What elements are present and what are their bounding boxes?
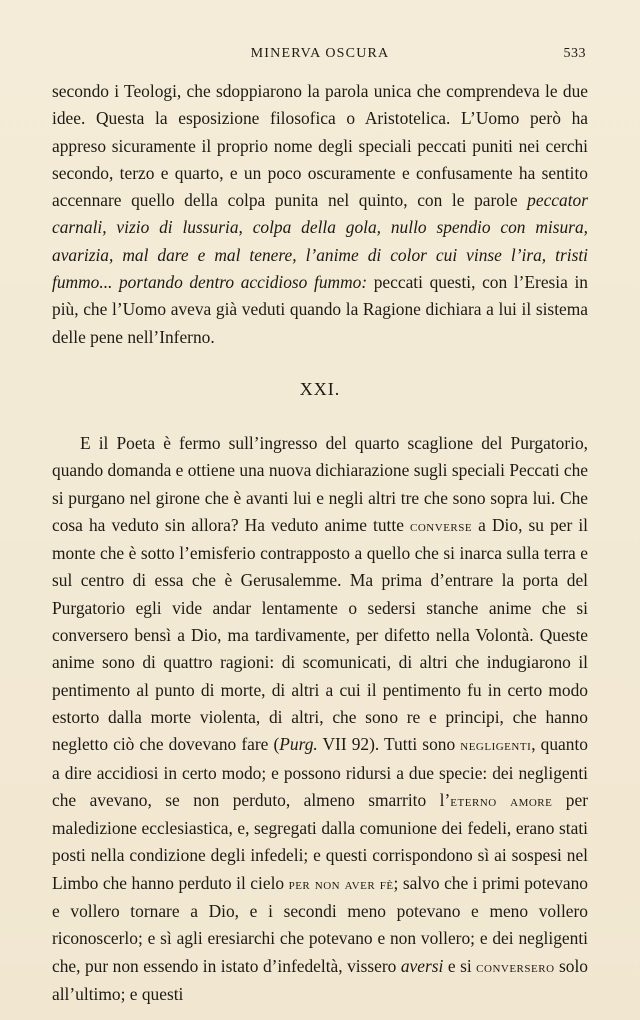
paragraph-2 [52, 430, 588, 1008]
text-run: E il Poeta è fermo sull’ingresso del quarto scaglione del Purgatorio, quando domanda e ottiene una nuova dichiarazione sugli speciali Peccati che si purgano nel girone che è avanti lui e negli altri tre che sono sopra lui. Che cosa ha veduto sin allora? Ha veduto anime tutte [52, 432, 589, 535]
section-heading: XXI. [299, 378, 341, 399]
small-caps-term: eterno amore [450, 792, 553, 810]
text-run: per maledizione ecclesiastica, e, segregati dalla comunione dei fedeli, erano stati posti nella condizione degli infedeli; e questi corrispondono sì ai sospesi nel Limbo che hanno perduto il cielo [52, 789, 588, 893]
text-run: secondo i Teologi, che sdoppiarono la parola unica che comprendeva le due idee. Questa la esposizione filosofica o Aristotelica. L’Uomo però ha appreso sicuramente il proprio nome degli speciali peccati puniti nei cerchi secondo, terzo e quarto, e un poco oscuramente e confusamente ha sentito accennare quello della colpa punita nel quinto, con le parole [52, 81, 588, 211]
page-number: 533 [563, 46, 586, 61]
text-run: VII 92). Tutti sono [317, 734, 461, 755]
page-header [52, 46, 588, 68]
italic-term: aversi [400, 955, 444, 976]
running-title: MINERVA OSCURA [250, 46, 390, 61]
italic-citation: Purg. [279, 734, 318, 755]
text-run: ; salvo che i primi potevano e vollero tornare a Dio, e i secondi meno potevano e meno vollero riconoscerlo; e sì agli eresiarchi che potevano e non vollero; e dei negligenti che, pur non essendo in istato d’infedeltà, vissero [52, 872, 588, 976]
small-caps-term: per non aver fè [288, 875, 394, 893]
small-caps-term: conversero [476, 958, 555, 976]
text-run: e si [443, 955, 477, 976]
text-run: peccati questi, con l’Eresia in più, che l’Uomo aveva già veduti quando la Ragione dichiara a lui il sistema delle pene nell’Inferno. [52, 272, 588, 347]
small-caps-term: converse [410, 517, 473, 535]
paragraph-1 [52, 78, 588, 351]
small-caps-term: negligenti [460, 737, 532, 755]
italic-quotation: peccator carnali, vizio di lussuria, colpa della gola, nullo spendio con misura, avarizia, mal dare e mal tenere, l’anime di color cui vinse l’ira, tristi fummo... portando dentro accidioso fummo: [52, 190, 588, 293]
text-run: a Dio, su per il monte che è sotto l’emisferio contrapposto a quello che si inarca sulla terra e sul centro di essa che è Gerusalemme. Ma prima d’entrare la porta del Purgatorio egli vide andar lentamente o sedersi stanche anime che si conversero bensì a Dio, ma tardivamente, per difetto nella Volontà. Queste anime sono di quattro ragioni: di scomunicati, di altri che indugiarono il pentimento al punto di morte, di altri a cui il pentimento fu in certo modo estorto dalla morte violenta, di altri, che sono re e principi, che hanno negletto ciò che dovevano fare ( [52, 514, 588, 755]
text-run: , quanto a dire accidiosi in certo modo; e possono ridursi a due specie: dei negligenti che avevano, se non perduto, almeno smarrito l’ [52, 734, 588, 810]
text-run: solo all’ultimo; e questi [52, 955, 588, 1004]
